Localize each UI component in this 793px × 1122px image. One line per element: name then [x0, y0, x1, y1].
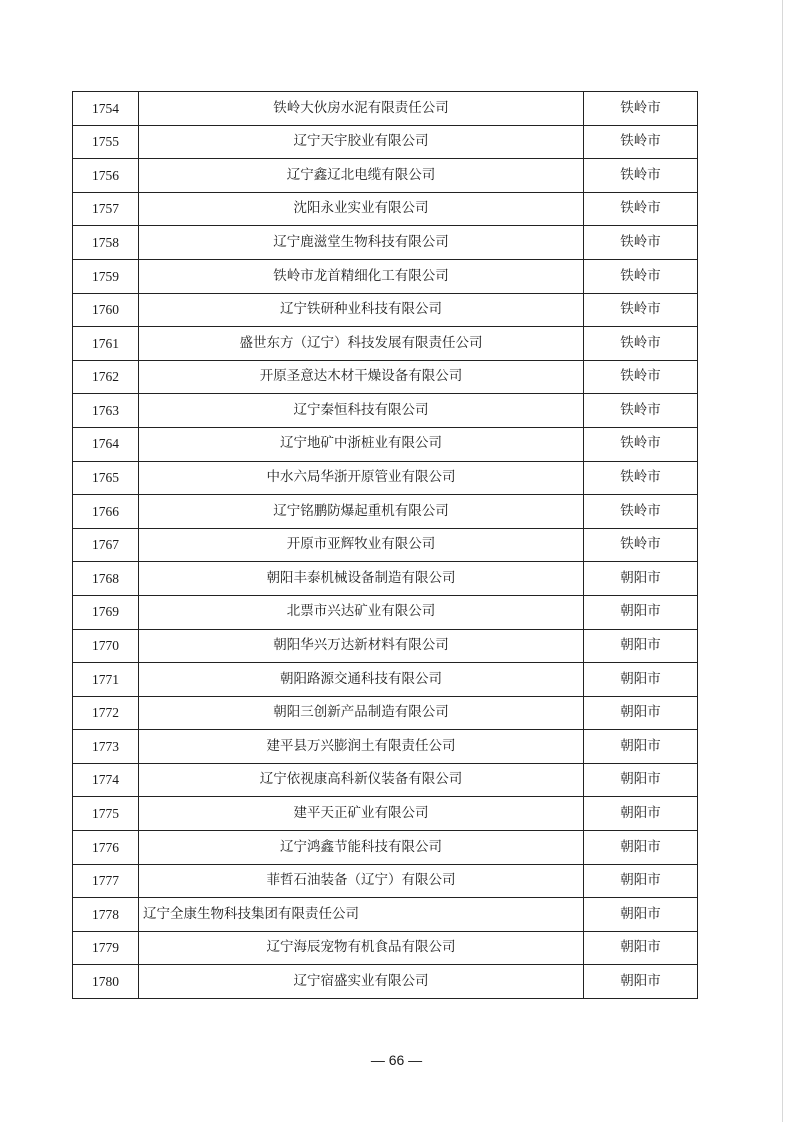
- table-row: [73, 125, 698, 159]
- table-row: [73, 192, 698, 226]
- city-name: 铁岭市: [584, 327, 698, 361]
- company-name: 开原市亚辉牧业有限公司: [139, 528, 584, 562]
- table-row: [73, 226, 698, 260]
- city-name: 铁岭市: [584, 226, 698, 260]
- city-name: 铁岭市: [584, 528, 698, 562]
- page-edge: [782, 0, 783, 1122]
- company-name: 辽宁铭鹏防爆起重机有限公司: [139, 495, 584, 529]
- table-row: [73, 394, 698, 428]
- row-number: 1755: [73, 125, 139, 159]
- company-name: 建平天正矿业有限公司: [139, 797, 584, 831]
- city-name: 朝阳市: [584, 763, 698, 797]
- city-name: 铁岭市: [584, 495, 698, 529]
- table-row: [73, 259, 698, 293]
- city-name: 铁岭市: [584, 293, 698, 327]
- row-number: 1773: [73, 730, 139, 764]
- city-name: 朝阳市: [584, 831, 698, 865]
- row-number: 1762: [73, 360, 139, 394]
- row-number: 1770: [73, 629, 139, 663]
- row-number: 1758: [73, 226, 139, 260]
- company-name: 沈阳永业实业有限公司: [139, 192, 584, 226]
- city-name: 朝阳市: [584, 629, 698, 663]
- company-name: 开原圣意达木材干燥设备有限公司: [139, 360, 584, 394]
- company-name: 铁岭市龙首精细化工有限公司: [139, 259, 584, 293]
- row-number: 1774: [73, 763, 139, 797]
- table-row: [73, 562, 698, 596]
- company-name: 朝阳路源交通科技有限公司: [139, 663, 584, 697]
- table-row: [73, 898, 698, 932]
- company-name: 辽宁依视康高科新仪装备有限公司: [139, 763, 584, 797]
- table-row: [73, 797, 698, 831]
- company-name: 辽宁地矿中浙桩业有限公司: [139, 427, 584, 461]
- table-row: [73, 663, 698, 697]
- table-row: [73, 461, 698, 495]
- row-number: 1776: [73, 831, 139, 865]
- row-number: 1777: [73, 864, 139, 898]
- table-row: [73, 965, 698, 999]
- city-name: 铁岭市: [584, 125, 698, 159]
- table-row: [73, 763, 698, 797]
- company-name: 北票市兴达矿业有限公司: [139, 595, 584, 629]
- company-name: 辽宁秦恒科技有限公司: [139, 394, 584, 428]
- company-name: 铁岭大伙房水泥有限责任公司: [139, 92, 584, 126]
- row-number: 1772: [73, 696, 139, 730]
- city-name: 铁岭市: [584, 427, 698, 461]
- table-row: [73, 92, 698, 126]
- table-row: [73, 327, 698, 361]
- row-number: 1766: [73, 495, 139, 529]
- row-number: 1767: [73, 528, 139, 562]
- row-number: 1764: [73, 427, 139, 461]
- table-row: [73, 293, 698, 327]
- company-name: 辽宁天宇胶业有限公司: [139, 125, 584, 159]
- city-name: 铁岭市: [584, 461, 698, 495]
- table-row: [73, 931, 698, 965]
- city-name: 铁岭市: [584, 394, 698, 428]
- company-name: 中水六局华浙开原管业有限公司: [139, 461, 584, 495]
- city-name: 铁岭市: [584, 259, 698, 293]
- city-name: 朝阳市: [584, 696, 698, 730]
- city-name: 朝阳市: [584, 931, 698, 965]
- city-name: 铁岭市: [584, 360, 698, 394]
- company-name: 辽宁铁研种业科技有限公司: [139, 293, 584, 327]
- company-name: 辽宁鹿滋堂生物科技有限公司: [139, 226, 584, 260]
- company-name: 菲哲石油装备（辽宁）有限公司: [139, 864, 584, 898]
- table-row: [73, 730, 698, 764]
- row-number: 1779: [73, 931, 139, 965]
- company-list-table: [72, 91, 698, 999]
- table-row: [73, 831, 698, 865]
- city-name: 朝阳市: [584, 730, 698, 764]
- company-name: 辽宁宿盛实业有限公司: [139, 965, 584, 999]
- table-row: [73, 427, 698, 461]
- table-row: [73, 696, 698, 730]
- page-number: — 66 —: [370, 1052, 423, 1068]
- row-number: 1768: [73, 562, 139, 596]
- table-row: [73, 528, 698, 562]
- city-name: 朝阳市: [584, 663, 698, 697]
- row-number: 1759: [73, 259, 139, 293]
- row-number: 1754: [73, 92, 139, 126]
- company-name: 辽宁鑫辽北电缆有限公司: [139, 159, 584, 193]
- table-row: [73, 360, 698, 394]
- row-number: 1780: [73, 965, 139, 999]
- company-name: 辽宁海辰宠物有机食品有限公司: [139, 931, 584, 965]
- row-number: 1757: [73, 192, 139, 226]
- city-name: 铁岭市: [584, 192, 698, 226]
- row-number: 1760: [73, 293, 139, 327]
- city-name: 铁岭市: [584, 92, 698, 126]
- city-name: 朝阳市: [584, 864, 698, 898]
- row-number: 1756: [73, 159, 139, 193]
- table-row: [73, 495, 698, 529]
- row-number: 1765: [73, 461, 139, 495]
- city-name: 朝阳市: [584, 595, 698, 629]
- row-number: 1761: [73, 327, 139, 361]
- row-number: 1778: [73, 898, 139, 932]
- table-row: [73, 629, 698, 663]
- company-name: 朝阳三创新产品制造有限公司: [139, 696, 584, 730]
- company-name: 建平县万兴膨润土有限责任公司: [139, 730, 584, 764]
- row-number: 1763: [73, 394, 139, 428]
- company-name: 辽宁鸿鑫节能科技有限公司: [139, 831, 584, 865]
- company-name: 朝阳丰泰机械设备制造有限公司: [139, 562, 584, 596]
- city-name: 朝阳市: [584, 797, 698, 831]
- company-name: 朝阳华兴万达新材料有限公司: [139, 629, 584, 663]
- row-number: 1771: [73, 663, 139, 697]
- company-list-body: [73, 92, 698, 999]
- company-name: 辽宁全康生物科技集团有限责任公司: [139, 898, 584, 932]
- row-number: 1769: [73, 595, 139, 629]
- table-row: [73, 159, 698, 193]
- city-name: 铁岭市: [584, 159, 698, 193]
- city-name: 朝阳市: [584, 562, 698, 596]
- table-row: [73, 864, 698, 898]
- row-number: 1775: [73, 797, 139, 831]
- city-name: 朝阳市: [584, 898, 698, 932]
- city-name: 朝阳市: [584, 965, 698, 999]
- table-row: [73, 595, 698, 629]
- company-name: 盛世东方（辽宁）科技发展有限责任公司: [139, 327, 584, 361]
